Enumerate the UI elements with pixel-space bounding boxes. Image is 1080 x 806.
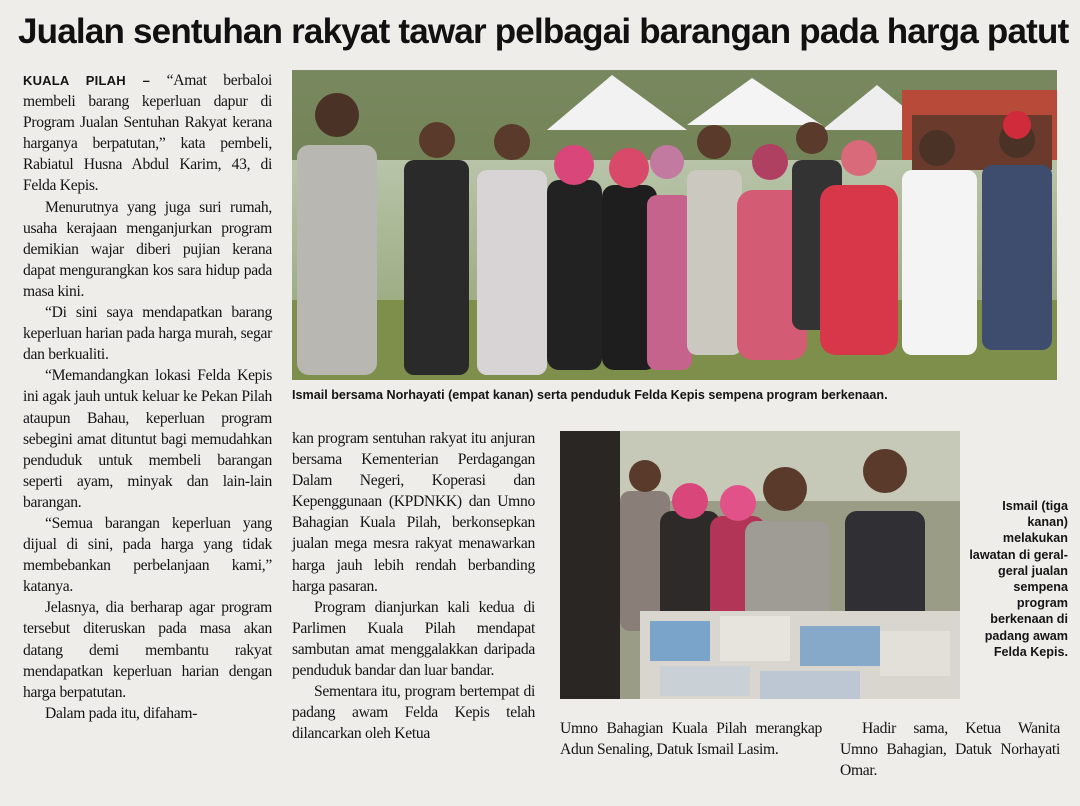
article-column-1 — [23, 70, 272, 724]
headline: Jualan sentuhan rakyat tawar pelbagai barangan pada harga patut — [18, 12, 1069, 51]
paragraph: Program dianjurkan kali kedua di Parlimen Kuala Pilah mendapat sambutan amat menggalakkan daripada penduduk bandar dan luar bandar. — [292, 598, 535, 680]
lead-paragraph: KUALA PILAH – “Amat berbaloi membeli barang keperluan dapur di Program Jualan Sentuhan Rakyat kerana harganya berpatutan,” kata pembeli, Rabiatul Husna Abdul Karim, 43, di Felda Kepis. — [23, 72, 272, 195]
dateline: KUALA PILAH – — [23, 73, 151, 88]
paragraph: Hadir sama, Ketua Wanita Umno Bahagian, Datuk Norhayati Omar. — [840, 720, 1060, 780]
paragraph: Jelasnya, dia berharap agar program tersebut diteruskan pada masa akan datang demi membantu rakyat mendapatkan keperluan harian dengan harga berpatutan. — [23, 599, 272, 701]
article-column-3b — [840, 718, 1060, 781]
main-photo — [292, 70, 1057, 380]
paragraph: Umno Bahagian Kuala Pilah merangkap Adun Senaling, Datuk Ismail Lasim. — [560, 720, 822, 759]
paragraph: kan program sentuhan rakyat itu anjuran bersama Kementerian Perdagangan Dalam Negeri, Koperasi dan Kepenggunaan (KPDNKK) dan Umno Bahagian Kuala Pilah, berkonsepkan jualan mega mesra rakyat menawarkan harga jauh lebih rendah berbanding harga pasaran. — [292, 430, 535, 595]
main-photo-caption: Ismail bersama Norhayati (empat kanan) serta penduduk Felda Kepis sempena program berkenaan. — [292, 388, 888, 402]
second-photo — [560, 431, 960, 699]
paragraph: “Semua barangan keperluan yang dijual di sini, pada harga yang tidak membebankan perbelanjaan kami,” katanya. — [23, 514, 272, 596]
paragraph: “Memandangkan lokasi Felda Kepis ini agak jauh untuk keluar ke Pekan Pilah ataupun Bahau, keperluan program sebegini amat dituntut bagi memudahkan penduduk untuk membeli barangan seperti ayam, minyak dan lain-lain barangan. — [23, 367, 272, 511]
paragraph: Menurutnya yang juga suri rumah, usaha kerajaan menganjurkan program demikian wajar diberi pujian kerana dapat mengurangkan kos sara hidup pada masa kini. — [23, 198, 272, 300]
paragraph: “Di sini saya mendapatkan barang keperluan harian pada harga murah, segar dan berkualiti. — [23, 304, 272, 364]
article-column-3a — [560, 718, 822, 760]
article-column-2 — [292, 428, 535, 744]
paragraph: Dalam pada itu, difaham- — [45, 704, 198, 722]
second-photo-caption: Ismail (tiga kanan) melakukan lawatan di geral-geral jualan sempena program berkenaan di padang awam Felda Kepis. — [969, 499, 1068, 659]
paragraph: Sementara itu, program bertempat di padang awam Felda Kepis telah dilancarkan oleh Ketua — [292, 683, 535, 743]
